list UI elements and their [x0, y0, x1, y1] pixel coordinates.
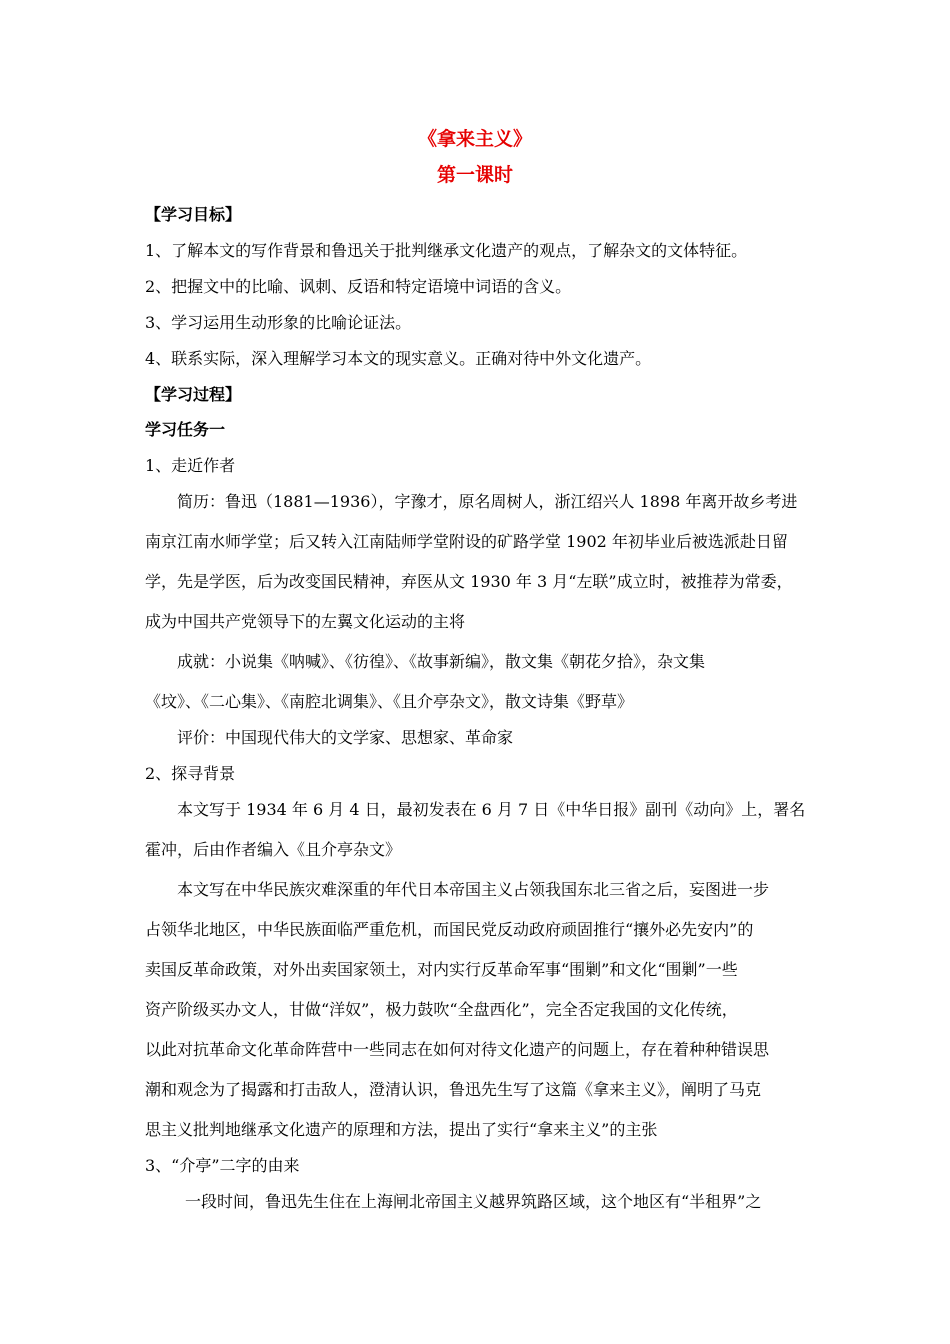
background-line: 本文写在中华民族灾难深重的年代日本帝国主义占领我国东北三省之后，妄图进一步	[177, 880, 770, 899]
goal-item: 2、把握文中的比喻、讽刺、反语和特定语境中词语的含义。	[145, 277, 572, 296]
doc-title: 《拿来主义》	[417, 128, 532, 150]
bio-line: 简历：鲁迅（1881—1936），字豫才，原名周树人，浙江绍兴人 1898 年离开故乡考进	[177, 492, 798, 511]
background-line: 思主义批判地继承文化遗产的原理和方法，提出了实行“拿来主义”的主张	[145, 1120, 658, 1139]
achievement-line: 《坟》、《二心集》、《南腔北调集》、《且介亭杂文》，散文诗集《野草》	[145, 692, 634, 711]
bio-line: 南京江南水师学堂；后又转入江南陆师学堂附设的矿路学堂 1902 年初毕业后被选派赴日留	[145, 532, 788, 551]
background-line: 卖国反革命政策，对外出卖国家领土，对内实行反革命军事“围剿”和文化“围剿”一些	[145, 960, 738, 979]
section-heading: 1、走近作者	[145, 456, 236, 475]
achievement-line: 成就：小说集《呐喊》、《彷徨》、《故事新编》，散文集《朝花夕拾》，杂文集	[177, 652, 706, 671]
section-heading: 3、“介亭”二字的由来	[145, 1156, 300, 1175]
bio-line: 成为中国共产党领导下的左翼文化运动的主将	[145, 612, 466, 631]
goal-item: 1、了解本文的写作背景和鲁迅关于批判继承文化遗产的观点，了解杂文的文体特征。	[145, 241, 748, 260]
section-heading: 2、探寻背景	[145, 764, 236, 783]
evaluation-line: 评价：中国现代伟大的文学家、思想家、革命家	[177, 728, 514, 747]
goal-item: 4、联系实际，深入理解学习本文的现实意义。正确对待中外文化遗产。	[145, 349, 652, 368]
background-line: 本文写于 1934 年 6 月 4 日，最初发表在 6 月 7 日《中华日报》副刊《动向》上，署名	[177, 800, 806, 819]
heading-goals: 【学习目标】	[145, 205, 242, 224]
background-line: 资产阶级买办文人，甘做“洋奴”，极力鼓吹“全盘西化”，完全否定我国的文化传统，	[145, 1000, 738, 1019]
background-line: 占领华北地区，中华民族面临严重危机，而国民党反动政府顽固推行“攘外必先安内”的	[145, 920, 754, 939]
background-line: 霍冲，后由作者编入《且介亭杂文》	[145, 840, 402, 859]
task-heading: 学习任务一	[145, 420, 226, 439]
background-line: 以此对抗革命文化革命阵营中一些同志在如何对待文化遗产的问题上，存在着种种错误思	[145, 1040, 770, 1059]
background-line: 潮和观念为了揭露和打击敌人，澄清认识，鲁迅先生写了这篇《拿来主义》，阐明了马克	[145, 1080, 762, 1099]
bio-line: 学，先是学医，后为改变国民精神，弃医从文 1930 年 3 月“左联”成立时，被推荐为常委，	[145, 572, 793, 591]
goal-item: 3、学习运用生动形象的比喻论证法。	[145, 313, 412, 332]
jieting-line: 一段时间，鲁迅先生住在上海闸北帝国主义越界筑路区域，这个地区有“半租界”之	[185, 1192, 762, 1211]
heading-process: 【学习过程】	[145, 385, 242, 404]
doc-subtitle: 第一课时	[436, 164, 513, 186]
